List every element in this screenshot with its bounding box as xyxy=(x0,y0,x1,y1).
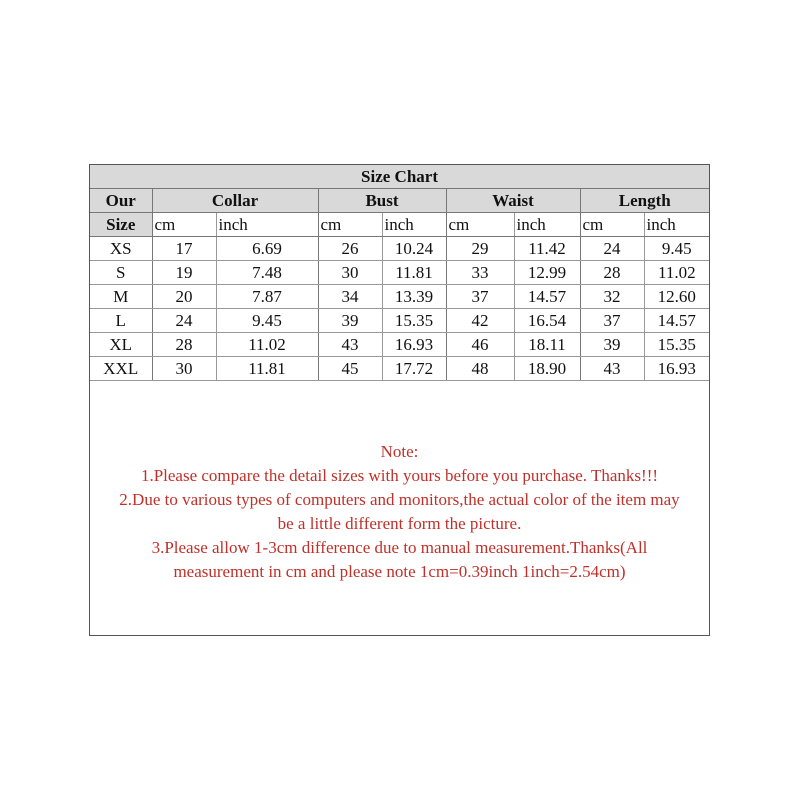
value-cell: 30 xyxy=(318,261,382,285)
size-table xyxy=(90,165,709,381)
value-cell: 42 xyxy=(446,309,514,333)
size-cell: XS xyxy=(90,237,152,261)
size-header-size: Size xyxy=(90,213,152,237)
value-cell: 11.02 xyxy=(644,261,709,285)
size-cell: S xyxy=(90,261,152,285)
value-cell: 14.57 xyxy=(514,285,580,309)
value-cell: 37 xyxy=(580,309,644,333)
value-cell: 17.72 xyxy=(382,357,446,381)
value-cell: 45 xyxy=(318,357,382,381)
unit-label: inch xyxy=(216,213,318,237)
value-cell: 20 xyxy=(152,285,216,309)
value-cell: 26 xyxy=(318,237,382,261)
value-cell: 28 xyxy=(152,333,216,357)
value-cell: 15.35 xyxy=(382,309,446,333)
value-cell: 17 xyxy=(152,237,216,261)
value-cell: 43 xyxy=(318,333,382,357)
value-cell: 24 xyxy=(580,237,644,261)
group-header-collar: Collar xyxy=(152,189,318,213)
unit-label: cm xyxy=(152,213,216,237)
note-line: 3.Please allow 1-3cm difference due to manual measurement.Thanks(All xyxy=(151,538,648,557)
table-row xyxy=(90,309,709,333)
unit-label: inch xyxy=(382,213,446,237)
value-cell: 29 xyxy=(446,237,514,261)
value-cell: 14.57 xyxy=(644,309,709,333)
note-line: 2.Due to various types of computers and monitors,the actual color of the item may xyxy=(119,490,680,509)
unit-label: cm xyxy=(580,213,644,237)
value-cell: 32 xyxy=(580,285,644,309)
value-cell: 15.35 xyxy=(644,333,709,357)
value-cell: 9.45 xyxy=(216,309,318,333)
value-cell: 6.69 xyxy=(216,237,318,261)
value-cell: 16.54 xyxy=(514,309,580,333)
value-cell: 43 xyxy=(580,357,644,381)
value-cell: 39 xyxy=(318,309,382,333)
value-cell: 28 xyxy=(580,261,644,285)
value-cell: 39 xyxy=(580,333,644,357)
table-row xyxy=(90,333,709,357)
size-header-our: Our xyxy=(90,189,152,213)
unit-label: inch xyxy=(514,213,580,237)
note-heading: Note: xyxy=(380,442,419,461)
group-header-waist: Waist xyxy=(446,189,580,213)
table-row xyxy=(90,261,709,285)
value-cell: 16.93 xyxy=(382,333,446,357)
table-row xyxy=(90,357,709,381)
note-line: measurement in cm and please note 1cm=0.39inch 1inch=2.54cm) xyxy=(173,562,626,581)
value-cell: 13.39 xyxy=(382,285,446,309)
value-cell: 33 xyxy=(446,261,514,285)
value-cell: 10.24 xyxy=(382,237,446,261)
group-header-length: Length xyxy=(580,189,709,213)
value-cell: 34 xyxy=(318,285,382,309)
value-cell: 16.93 xyxy=(644,357,709,381)
value-cell: 7.48 xyxy=(216,261,318,285)
value-cell: 9.45 xyxy=(644,237,709,261)
value-cell: 11.42 xyxy=(514,237,580,261)
value-cell: 12.60 xyxy=(644,285,709,309)
size-cell: M xyxy=(90,285,152,309)
value-cell: 37 xyxy=(446,285,514,309)
value-cell: 11.02 xyxy=(216,333,318,357)
unit-label: inch xyxy=(644,213,709,237)
note-line: be a little different form the picture. xyxy=(277,514,522,533)
value-cell: 12.99 xyxy=(514,261,580,285)
value-cell: 11.81 xyxy=(382,261,446,285)
table-title: Size Chart xyxy=(90,165,709,189)
value-cell: 7.87 xyxy=(216,285,318,309)
table-row xyxy=(90,285,709,309)
value-cell: 24 xyxy=(152,309,216,333)
size-cell: L xyxy=(90,309,152,333)
value-cell: 18.11 xyxy=(514,333,580,357)
unit-label: cm xyxy=(446,213,514,237)
unit-label: cm xyxy=(318,213,382,237)
value-cell: 30 xyxy=(152,357,216,381)
note-line: 1.Please compare the detail sizes with yours before you purchase. Thanks!!! xyxy=(140,466,659,485)
size-cell: XXL xyxy=(90,357,152,381)
notes-section xyxy=(90,440,709,584)
size-cell: XL xyxy=(90,333,152,357)
value-cell: 18.90 xyxy=(514,357,580,381)
table-row xyxy=(90,237,709,261)
value-cell: 46 xyxy=(446,333,514,357)
value-cell: 19 xyxy=(152,261,216,285)
value-cell: 11.81 xyxy=(216,357,318,381)
group-header-bust: Bust xyxy=(318,189,446,213)
size-chart xyxy=(89,164,710,636)
value-cell: 48 xyxy=(446,357,514,381)
